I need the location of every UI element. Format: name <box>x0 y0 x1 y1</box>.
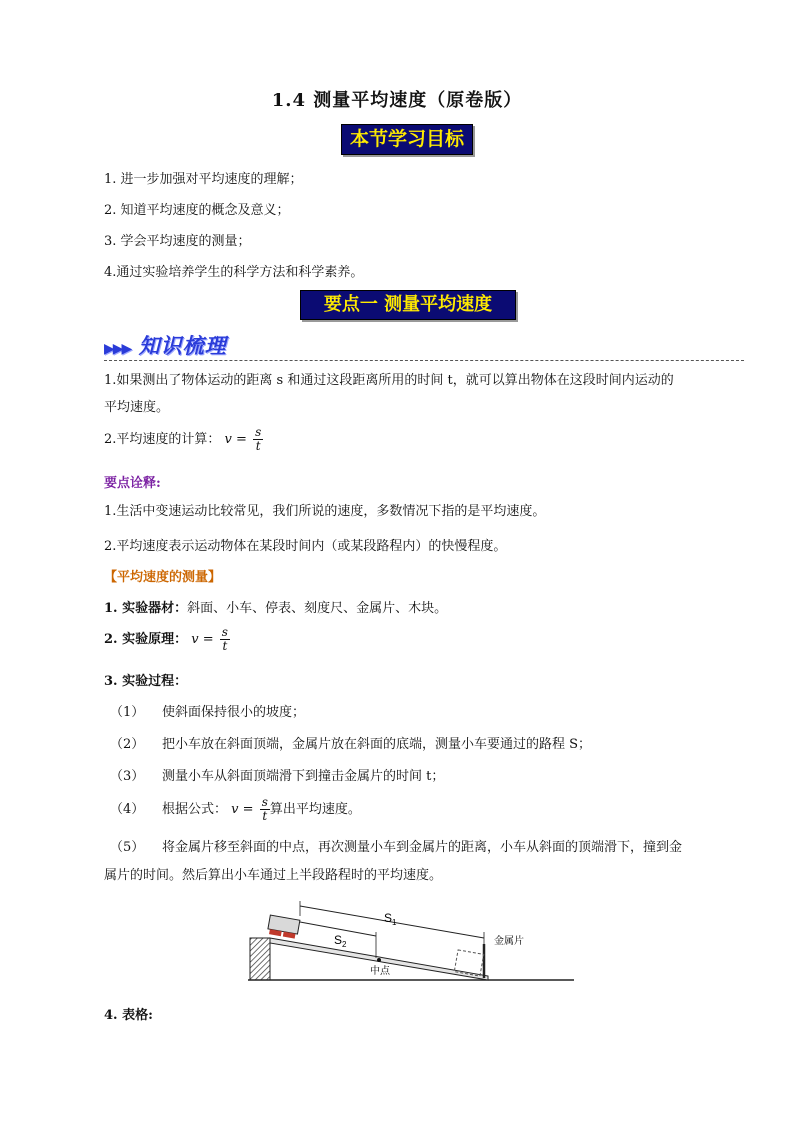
step-4-formula-equals: = <box>242 802 254 817</box>
step-5-number: （5） <box>110 840 145 855</box>
step-4-text: 根据公式： <box>162 802 228 817</box>
cart <box>267 915 300 939</box>
page-title: 1.4 测量平均速度（原卷版） <box>271 90 523 111</box>
principle-formula-equals: = <box>202 632 214 647</box>
step-5-continued: 属片的时间。然后算出小车通过上半段路程时的平均速度。 <box>104 868 443 883</box>
note-2: 2.平均速度表示运动物体在某段时间内（或某段路程内）的快慢程度。 <box>104 539 507 554</box>
midpoint-dot <box>377 958 381 962</box>
step-1-number: （1） <box>110 705 145 720</box>
goal-item-1: 1. 进一步加强对平均速度的理解； <box>104 172 303 187</box>
step-3-text: 测量小车从斜面顶端滑下到撞击金属片的时间 t； <box>162 769 445 784</box>
label-metal-plate: 金属片 <box>494 936 524 947</box>
measure-heading: 【平均速度的测量】 <box>104 570 222 585</box>
formula-numerator: s <box>255 425 262 439</box>
label-s1-sub: 1 <box>392 918 397 927</box>
equipment-text: 斜面、小车、停表、刻度尺、金属片、木块。 <box>187 601 448 616</box>
step-4-denominator: t <box>262 809 268 823</box>
principle-label: 2. 实验原理： <box>104 632 188 647</box>
label-s1 <box>384 911 397 927</box>
step-1-text: 使斜面保持很小的坡度； <box>162 705 306 720</box>
section-banner-key-point-1: 要点一 测量平均速度 <box>300 290 516 320</box>
step-2-text: 把小车放在斜面顶端，金属片放在斜面的底端，测量小车要通过的路程 S； <box>162 737 592 752</box>
label-s2-sub: 2 <box>342 940 347 949</box>
wood-block <box>250 938 270 980</box>
table-label: 4. 表格: <box>104 1008 153 1023</box>
step-3 <box>110 765 444 784</box>
formula-equals: = <box>236 432 247 447</box>
knowledge-point-1a: 1.如果测出了物体运动的距离 s 和通过这段距离所用的时间 t，就可以算出物体在这段时间内运动的 <box>104 373 674 388</box>
goal-item-3: 3. 学会平均速度的测量； <box>104 234 251 249</box>
formula-v: v <box>224 432 232 447</box>
knowledge-point-2-text: 2.平均速度的计算： <box>104 432 221 447</box>
label-midpoint: 中点 <box>370 966 390 977</box>
incline-experiment-diagram <box>248 896 574 990</box>
step-4-after: 算出平均速度。 <box>269 802 361 817</box>
knowledge-point-1b: 平均速度。 <box>104 400 170 415</box>
knowledge-heading <box>104 330 227 360</box>
process-label: 3. 实验过程： <box>104 674 188 689</box>
knowledge-point-2 <box>104 426 263 453</box>
equipment-label: 1. 实验器材： <box>104 601 188 616</box>
label-s2-main: S <box>334 933 343 947</box>
knowledge-title: 知识梳理 <box>138 333 227 358</box>
section-banner-learning-goals: 本节学习目标 <box>341 124 473 155</box>
step-2 <box>110 733 591 752</box>
step-4-numerator: s <box>261 795 268 809</box>
step-4-formula-v: v <box>231 802 239 817</box>
principle-line <box>104 626 230 653</box>
notes-label: 要点诠释: <box>104 476 161 491</box>
equipment-line <box>104 597 447 616</box>
step-3-number: （3） <box>110 769 145 784</box>
formula-denominator: t <box>255 439 261 453</box>
step-2-number: （2） <box>110 737 145 752</box>
label-s2 <box>334 933 347 949</box>
goal-item-2: 2. 知道平均速度的概念及意义； <box>104 203 290 218</box>
step-1 <box>110 701 305 720</box>
note-1: 1.生活中变速运动比较常见，我们所说的速度，多数情况下指的是平均速度。 <box>104 504 546 519</box>
step-4 <box>110 796 361 823</box>
step-4-number: （4） <box>110 802 145 817</box>
principle-denominator: t <box>222 639 228 653</box>
step-5-text: 将金属片移至斜面的中点，再次测量小车到金属片的距离，小车从斜面的顶端滑下，撞到金 <box>162 840 683 855</box>
goal-item-4: 4.通过实验培养学生的科学方法和科学素养。 <box>104 265 364 280</box>
principle-formula-fraction <box>220 626 230 653</box>
label-s1-main: S <box>384 911 393 925</box>
step-4-formula-fraction <box>260 796 270 823</box>
principle-numerator: s <box>221 625 228 639</box>
principle-formula-v: v <box>191 632 199 647</box>
triple-arrow-icon: ▶▶▶ <box>104 341 131 357</box>
step-5 <box>110 836 682 855</box>
formula-fraction <box>253 426 263 453</box>
dashed-divider <box>104 360 744 361</box>
